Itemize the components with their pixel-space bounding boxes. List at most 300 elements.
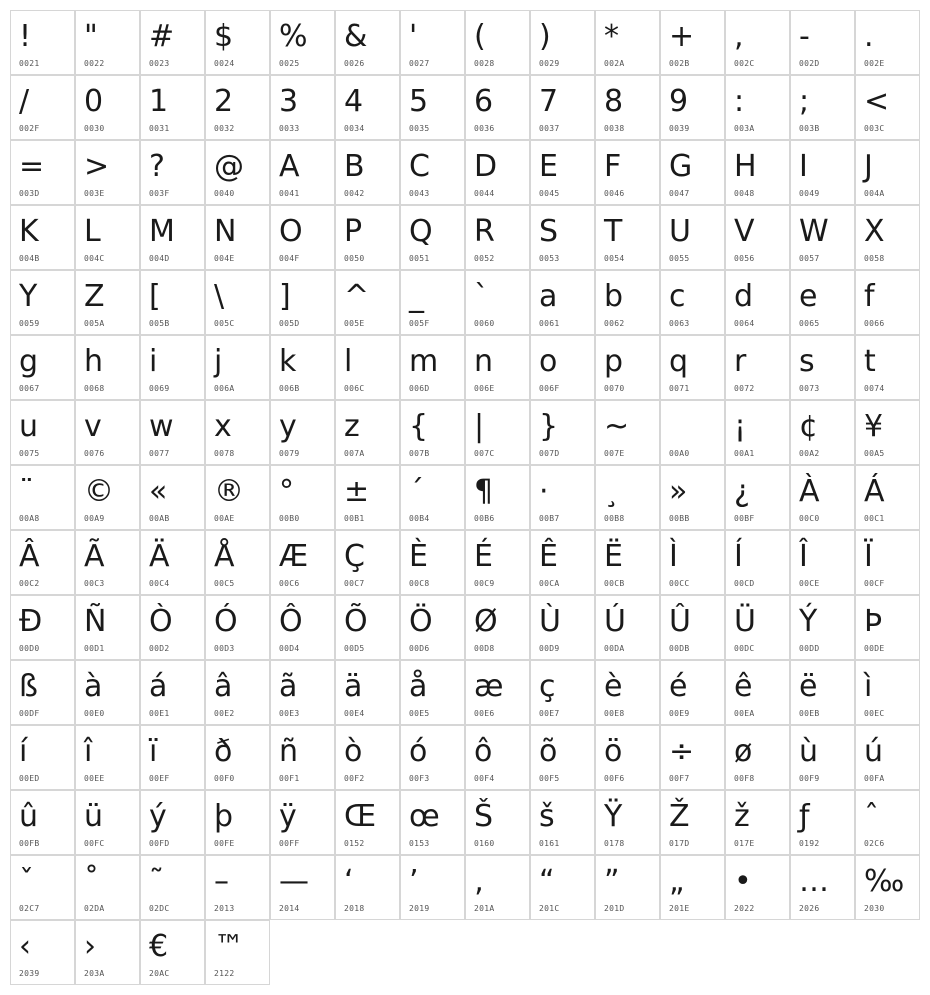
glyph-codepoint: 00E8	[604, 709, 625, 718]
glyph-codepoint: 0074	[864, 384, 885, 393]
glyph-cell	[335, 855, 400, 920]
glyph-cell	[335, 530, 400, 595]
glyph-codepoint: 0161	[539, 839, 560, 848]
glyph-char: ð	[214, 734, 233, 769]
glyph-cell	[140, 855, 205, 920]
glyph-char: D	[474, 149, 498, 184]
glyph-cell	[75, 595, 140, 660]
glyph-cell	[595, 855, 660, 920]
glyph-cell	[335, 595, 400, 660]
glyph-cell	[75, 140, 140, 205]
glyph-cell	[270, 725, 335, 790]
glyph-codepoint: 0043	[409, 189, 430, 198]
glyph-cell	[530, 205, 595, 270]
glyph-cell	[335, 205, 400, 270]
glyph-cell	[530, 855, 595, 920]
glyph-codepoint: 00C7	[344, 579, 365, 588]
glyph-cell	[205, 465, 270, 530]
glyph-codepoint: 0033	[279, 124, 300, 133]
glyph-char: J	[864, 149, 873, 184]
glyph-cell	[790, 335, 855, 400]
glyph-codepoint: 0036	[474, 124, 495, 133]
glyph-char: L	[84, 214, 101, 249]
glyph-char: >	[84, 149, 110, 184]
glyph-char: Þ	[864, 604, 883, 639]
glyph-char: j	[214, 344, 223, 379]
glyph-codepoint: 0051	[409, 254, 430, 263]
glyph-codepoint: 005C	[214, 319, 235, 328]
glyph-char: x	[214, 409, 232, 444]
glyph-cell	[140, 920, 205, 985]
glyph-char: ñ	[279, 734, 299, 769]
glyph-codepoint: 2122	[214, 969, 235, 978]
glyph-char: «	[149, 474, 168, 509]
glyph-char: ê	[734, 669, 753, 704]
glyph-cell	[205, 75, 270, 140]
glyph-codepoint: 02DC	[149, 904, 170, 913]
glyph-codepoint: 0054	[604, 254, 625, 263]
glyph-codepoint: 00DE	[864, 644, 885, 653]
glyph-char: q	[669, 344, 689, 379]
glyph-codepoint: 00DC	[734, 644, 755, 653]
glyph-codepoint: 00FB	[19, 839, 40, 848]
glyph-char: /	[19, 84, 30, 119]
glyph-char: Õ	[344, 604, 368, 639]
glyph-char: ¡	[734, 409, 747, 444]
glyph-codepoint: 0067	[19, 384, 40, 393]
glyph-char: î	[84, 734, 93, 769]
glyph-codepoint: 2030	[864, 904, 885, 913]
glyph-codepoint: 005E	[344, 319, 365, 328]
glyph-cell	[855, 855, 920, 920]
glyph-char: ,	[734, 19, 744, 54]
glyph-cell	[595, 270, 660, 335]
glyph-codepoint: 00ED	[19, 774, 40, 783]
glyph-cell	[400, 465, 465, 530]
glyph-char: H	[734, 149, 757, 184]
glyph-char: Ã	[84, 539, 105, 574]
glyph-codepoint: 00E5	[409, 709, 430, 718]
glyph-codepoint: 00C4	[149, 579, 170, 588]
glyph-char: B	[344, 149, 365, 184]
glyph-char: d	[734, 279, 754, 314]
glyph-cell	[660, 530, 725, 595]
glyph-cell	[595, 595, 660, 660]
glyph-codepoint: 0178	[604, 839, 625, 848]
glyph-cell	[660, 205, 725, 270]
glyph-cell	[75, 855, 140, 920]
glyph-codepoint: 0070	[604, 384, 625, 393]
glyph-codepoint: 00D9	[539, 644, 560, 653]
glyph-codepoint: 003D	[19, 189, 40, 198]
glyph-codepoint: 00F0	[214, 774, 235, 783]
glyph-char: Å	[214, 539, 235, 574]
glyph-char: 8	[604, 84, 624, 119]
glyph-char: Œ	[344, 799, 377, 834]
glyph-codepoint: 007E	[604, 449, 625, 458]
glyph-char: u	[19, 409, 39, 444]
glyph-cell	[790, 855, 855, 920]
glyph-char: ‚	[474, 864, 484, 899]
glyph-char: æ	[474, 669, 504, 704]
glyph-cell	[335, 75, 400, 140]
glyph-cell	[75, 790, 140, 855]
glyph-char: o	[539, 344, 558, 379]
glyph-char: ƒ	[799, 799, 810, 834]
glyph-cell	[270, 465, 335, 530]
glyph-cell	[465, 335, 530, 400]
glyph-codepoint: 0035	[409, 124, 430, 133]
glyph-codepoint: 00F5	[539, 774, 560, 783]
glyph-char: â	[214, 669, 233, 704]
glyph-char: ò	[344, 734, 363, 769]
glyph-cell	[205, 270, 270, 335]
glyph-cell	[270, 75, 335, 140]
glyph-codepoint: 00F9	[799, 774, 820, 783]
glyph-codepoint: 0066	[864, 319, 885, 328]
glyph-char: U	[669, 214, 691, 249]
glyph-codepoint: 203A	[84, 969, 105, 978]
glyph-char: ›	[84, 929, 96, 964]
glyph-char: ‰	[864, 864, 905, 899]
glyph-char: i	[149, 344, 158, 379]
glyph-cell	[270, 595, 335, 660]
glyph-cell	[270, 400, 335, 465]
glyph-cell	[10, 270, 75, 335]
glyph-codepoint: 0039	[669, 124, 690, 133]
glyph-cell	[725, 335, 790, 400]
glyph-codepoint: 0075	[19, 449, 40, 458]
glyph-cell	[790, 725, 855, 790]
glyph-char: „	[669, 864, 685, 899]
glyph-char: @	[214, 149, 244, 184]
glyph-cell	[205, 790, 270, 855]
glyph-cell	[595, 465, 660, 530]
glyph-cell	[790, 10, 855, 75]
glyph-cell	[530, 530, 595, 595]
glyph-char: M	[149, 214, 175, 249]
glyph-cell	[465, 530, 530, 595]
glyph-codepoint: 2022	[734, 904, 755, 913]
glyph-cell	[790, 465, 855, 530]
glyph-char: )	[539, 19, 551, 54]
glyph-codepoint: 00C5	[214, 579, 235, 588]
glyph-codepoint: 0072	[734, 384, 755, 393]
glyph-codepoint: 003E	[84, 189, 105, 198]
glyph-cell	[725, 725, 790, 790]
glyph-codepoint: 0059	[19, 319, 40, 328]
glyph-codepoint: 00CE	[799, 579, 820, 588]
glyph-cell	[10, 140, 75, 205]
glyph-cell	[465, 205, 530, 270]
glyph-cell	[595, 400, 660, 465]
glyph-cell	[725, 270, 790, 335]
glyph-codepoint: 0030	[84, 124, 105, 133]
glyph-codepoint: 0153	[409, 839, 430, 848]
glyph-cell	[10, 790, 75, 855]
glyph-char: ?	[149, 149, 165, 184]
glyph-char: Ë	[604, 539, 623, 574]
glyph-codepoint: 0063	[669, 319, 690, 328]
glyph-char: .	[864, 19, 874, 54]
glyph-char: Ç	[344, 539, 365, 574]
glyph-cell	[205, 400, 270, 465]
glyph-codepoint: 0037	[539, 124, 560, 133]
glyph-codepoint: 0053	[539, 254, 560, 263]
glyph-codepoint: 004C	[84, 254, 105, 263]
glyph-cell	[790, 595, 855, 660]
glyph-cell	[855, 725, 920, 790]
glyph-cell	[855, 530, 920, 595]
glyph-codepoint: 0071	[669, 384, 690, 393]
glyph-cell	[530, 790, 595, 855]
glyph-char: •	[734, 864, 752, 899]
glyph-char: p	[604, 344, 624, 379]
glyph-char: Ý	[799, 604, 818, 639]
glyph-char: K	[19, 214, 39, 249]
glyph-cell	[660, 725, 725, 790]
glyph-codepoint: 00F3	[409, 774, 430, 783]
glyph-cell	[530, 270, 595, 335]
glyph-cell	[595, 660, 660, 725]
glyph-char: “	[539, 864, 555, 899]
glyph-codepoint: 00EE	[84, 774, 105, 783]
glyph-codepoint: 004F	[279, 254, 300, 263]
glyph-char: 2	[214, 84, 234, 119]
glyph-cell	[335, 140, 400, 205]
glyph-codepoint: 004D	[149, 254, 170, 263]
glyph-cell	[400, 205, 465, 270]
glyph-char: ‘	[344, 864, 354, 899]
glyph-char: ¢	[799, 409, 819, 444]
glyph-char: 6	[474, 84, 494, 119]
glyph-codepoint: 00EB	[799, 709, 820, 718]
glyph-char: à	[84, 669, 103, 704]
glyph-char: ¨	[19, 474, 34, 509]
glyph-codepoint: 0029	[539, 59, 560, 68]
glyph-cell	[400, 855, 465, 920]
glyph-codepoint: 00B1	[344, 514, 365, 523]
glyph-char: €	[149, 929, 169, 964]
glyph-grid	[10, 10, 920, 985]
glyph-codepoint: 00E0	[84, 709, 105, 718]
glyph-char: R	[474, 214, 495, 249]
glyph-cell	[75, 205, 140, 270]
glyph-char: Z	[84, 279, 105, 314]
glyph-char: Â	[19, 539, 40, 574]
glyph-codepoint: 002F	[19, 124, 40, 133]
glyph-char: ¶	[474, 474, 494, 509]
glyph-char: X	[864, 214, 885, 249]
glyph-char: |	[474, 409, 485, 444]
glyph-cell	[595, 75, 660, 140]
glyph-cell	[270, 140, 335, 205]
glyph-cell	[465, 465, 530, 530]
glyph-codepoint: 0027	[409, 59, 430, 68]
glyph-codepoint: 2014	[279, 904, 300, 913]
glyph-char: E	[539, 149, 558, 184]
glyph-codepoint: 00D1	[84, 644, 105, 653]
glyph-char: Ñ	[84, 604, 107, 639]
glyph-codepoint: 201A	[474, 904, 495, 913]
glyph-cell	[790, 790, 855, 855]
glyph-char: ¸	[604, 474, 619, 509]
glyph-codepoint: 0060	[474, 319, 495, 328]
glyph-char: e	[799, 279, 818, 314]
glyph-codepoint: 00CF	[864, 579, 885, 588]
glyph-codepoint: 00EC	[864, 709, 885, 718]
glyph-codepoint: 00A5	[864, 449, 885, 458]
glyph-cell	[790, 530, 855, 595]
glyph-codepoint: 003B	[799, 124, 820, 133]
glyph-codepoint: 00C2	[19, 579, 40, 588]
glyph-codepoint: 0056	[734, 254, 755, 263]
glyph-codepoint: 0041	[279, 189, 300, 198]
glyph-cell	[660, 400, 725, 465]
glyph-codepoint: 0052	[474, 254, 495, 263]
glyph-char: I	[799, 149, 808, 184]
glyph-cell	[140, 530, 205, 595]
glyph-codepoint: 0192	[799, 839, 820, 848]
glyph-char: á	[149, 669, 168, 704]
glyph-cell	[465, 725, 530, 790]
glyph-cell	[725, 530, 790, 595]
glyph-codepoint: 006E	[474, 384, 495, 393]
glyph-char: 0	[84, 84, 104, 119]
glyph-codepoint: 0069	[149, 384, 170, 393]
glyph-cell	[465, 270, 530, 335]
glyph-cell	[335, 10, 400, 75]
glyph-cell	[660, 270, 725, 335]
glyph-cell	[205, 205, 270, 270]
glyph-codepoint: 007A	[344, 449, 365, 458]
glyph-char: A	[279, 149, 300, 184]
glyph-codepoint: 201C	[539, 904, 560, 913]
glyph-codepoint: 00BB	[669, 514, 690, 523]
glyph-codepoint: 00A1	[734, 449, 755, 458]
glyph-char: í	[19, 734, 28, 769]
glyph-char: –	[214, 864, 229, 899]
glyph-codepoint: 00B4	[409, 514, 430, 523]
glyph-codepoint: 00F8	[734, 774, 755, 783]
glyph-char: …	[799, 864, 829, 899]
glyph-cell	[75, 400, 140, 465]
glyph-char: É	[474, 539, 493, 574]
glyph-cell	[855, 790, 920, 855]
glyph-char: ˜	[149, 864, 164, 899]
glyph-char: &	[344, 19, 368, 54]
glyph-cell	[75, 725, 140, 790]
glyph-codepoint: 006F	[539, 384, 560, 393]
glyph-char: ;	[799, 84, 810, 119]
glyph-codepoint: 00F2	[344, 774, 365, 783]
glyph-cell	[10, 10, 75, 75]
glyph-codepoint: 2019	[409, 904, 430, 913]
glyph-cell	[400, 335, 465, 400]
glyph-char: ä	[344, 669, 363, 704]
glyph-cell	[335, 725, 400, 790]
glyph-char: °	[279, 474, 294, 509]
glyph-cell	[725, 790, 790, 855]
glyph-cell	[75, 335, 140, 400]
glyph-cell	[660, 75, 725, 140]
glyph-codepoint: 0152	[344, 839, 365, 848]
glyph-char: ©	[84, 474, 114, 509]
glyph-cell	[270, 530, 335, 595]
glyph-char: S	[539, 214, 559, 249]
glyph-codepoint: 2039	[19, 969, 40, 978]
glyph-codepoint: 0079	[279, 449, 300, 458]
glyph-codepoint: 00F6	[604, 774, 625, 783]
glyph-cell	[75, 10, 140, 75]
glyph-char: ”	[604, 864, 620, 899]
glyph-codepoint: 201D	[604, 904, 625, 913]
glyph-char: ù	[799, 734, 819, 769]
glyph-codepoint: 0073	[799, 384, 820, 393]
glyph-char: !	[19, 19, 32, 54]
glyph-cell	[10, 725, 75, 790]
glyph-codepoint: 00B6	[474, 514, 495, 523]
glyph-char: ˇ	[19, 864, 34, 899]
glyph-codepoint: 00D5	[344, 644, 365, 653]
glyph-char: ®	[214, 474, 244, 509]
glyph-codepoint: 00B8	[604, 514, 625, 523]
glyph-char: è	[604, 669, 623, 704]
glyph-codepoint: 0025	[279, 59, 300, 68]
glyph-codepoint: 00C0	[799, 514, 820, 523]
glyph-codepoint: 002E	[864, 59, 885, 68]
glyph-codepoint: 00BF	[734, 514, 755, 523]
glyph-cell	[790, 400, 855, 465]
glyph-codepoint: 017D	[669, 839, 690, 848]
glyph-char: Ä	[149, 539, 170, 574]
glyph-cell	[855, 10, 920, 75]
glyph-cell	[725, 660, 790, 725]
glyph-char: :	[734, 84, 745, 119]
glyph-char: v	[84, 409, 102, 444]
glyph-codepoint: 00C3	[84, 579, 105, 588]
glyph-cell	[660, 465, 725, 530]
glyph-char: Ü	[734, 604, 756, 639]
glyph-cell	[75, 465, 140, 530]
glyph-codepoint: 005A	[84, 319, 105, 328]
glyph-char: N	[214, 214, 237, 249]
glyph-cell	[10, 75, 75, 140]
glyph-char: ’	[409, 864, 419, 899]
glyph-char: Ê	[539, 539, 558, 574]
glyph-cell	[400, 595, 465, 660]
glyph-char: <	[864, 84, 890, 119]
glyph-char: ü	[84, 799, 104, 834]
glyph-codepoint: 00DB	[669, 644, 690, 653]
glyph-cell	[660, 335, 725, 400]
glyph-cell	[140, 140, 205, 205]
glyph-cell	[465, 140, 530, 205]
glyph-codepoint: 0068	[84, 384, 105, 393]
glyph-cell	[75, 75, 140, 140]
glyph-char: n	[474, 344, 494, 379]
glyph-cell	[335, 335, 400, 400]
glyph-cell	[270, 855, 335, 920]
glyph-char: ‹	[19, 929, 31, 964]
glyph-cell	[205, 920, 270, 985]
glyph-char: V	[734, 214, 755, 249]
glyph-char: }	[539, 409, 559, 444]
glyph-cell	[140, 790, 205, 855]
glyph-cell	[140, 10, 205, 75]
glyph-codepoint: 0026	[344, 59, 365, 68]
glyph-cell	[595, 790, 660, 855]
